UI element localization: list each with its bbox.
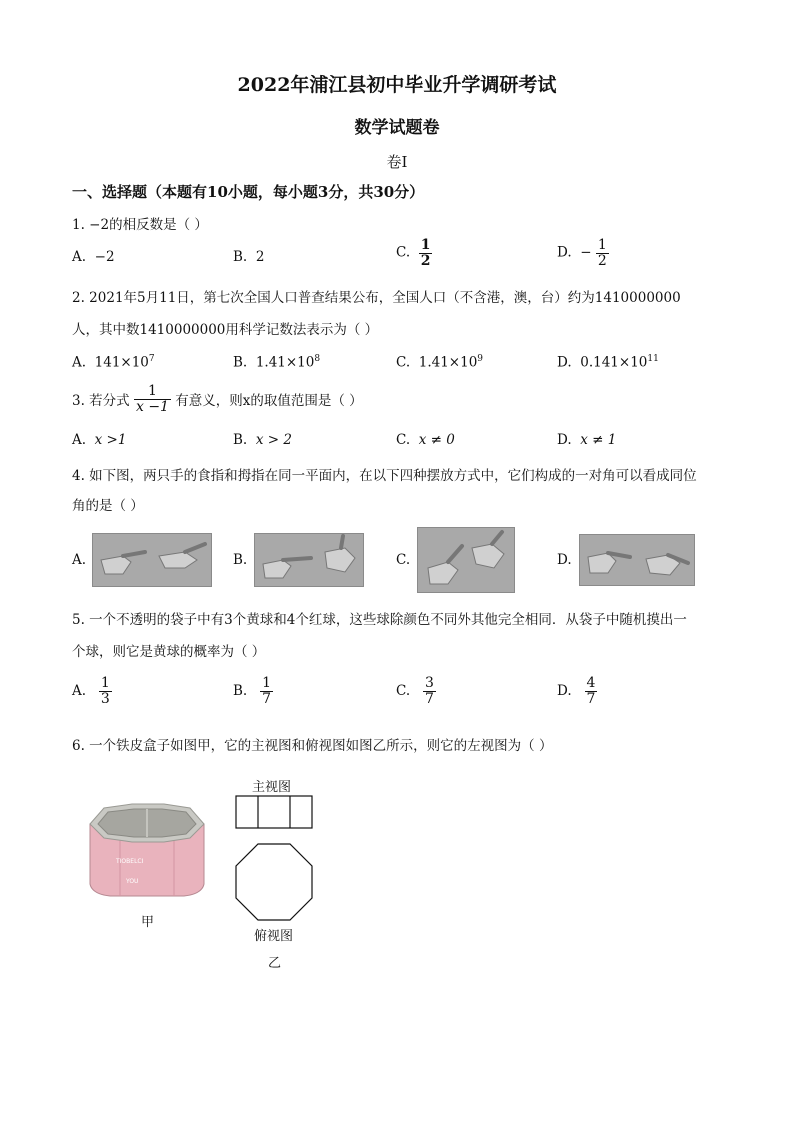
- fraction: [596, 238, 609, 268]
- hands-gesture-icon: [93, 534, 211, 586]
- numerator: 1: [134, 384, 171, 400]
- option-label: D.: [557, 354, 572, 371]
- q3-option-d: [557, 432, 616, 448]
- figure-jia-label: 甲: [141, 915, 155, 930]
- exponent: 7: [148, 354, 155, 364]
- option-label: A.: [72, 354, 87, 371]
- volume-label: 卷Ⅰ: [386, 153, 408, 171]
- q2-option-c: [396, 354, 483, 371]
- minus-sign: −: [580, 244, 592, 261]
- q2-option-d: [557, 354, 659, 371]
- option-label: A.: [72, 249, 87, 265]
- fraction: [134, 384, 171, 414]
- q2-option-a: [72, 354, 155, 371]
- option-label: A.: [72, 432, 87, 448]
- question-1-stem: 1. −2的相反数是（ ）: [72, 217, 208, 233]
- box-print-text-1: TIOBELCI: [116, 858, 144, 865]
- denominator: 7: [425, 690, 434, 707]
- question-2-line-2: 人，其中数1410000000用科学记数法表示为（ ）: [72, 322, 379, 338]
- hands-photo-b: [254, 533, 364, 587]
- denominator: 3: [100, 690, 110, 707]
- q5-option-a: [72, 676, 112, 706]
- fraction: [585, 676, 598, 706]
- q4-option-c-label: C.: [396, 552, 411, 568]
- figure-yi-label: 乙: [268, 956, 282, 971]
- exponent: 11: [647, 354, 659, 364]
- option-label: C.: [396, 683, 411, 700]
- tin-box-illustration: [86, 802, 208, 902]
- option-label: C.: [396, 354, 411, 371]
- q5-option-b: [233, 676, 273, 706]
- hands-gesture-icon: [580, 535, 694, 585]
- q1-option-b: [233, 249, 264, 265]
- option-label: A.: [72, 683, 87, 700]
- denominator: 7: [586, 690, 596, 707]
- hands-gesture-icon: [418, 528, 514, 592]
- numerator: 3: [425, 675, 434, 691]
- top-view-octagon: [234, 842, 314, 922]
- option-label: C.: [396, 244, 411, 261]
- question-6-stem: 6. 一个铁皮盒子如图甲，它的主视图和俯视图如图乙所示，则它的左视图为（ ）: [72, 738, 553, 754]
- hands-photo-d: [579, 534, 695, 586]
- hands-gesture-icon: [255, 534, 363, 586]
- option-label: C.: [396, 432, 411, 448]
- front-view-diagram: [235, 795, 313, 829]
- tin-box-photo: [86, 802, 208, 902]
- hands-photo-c: [417, 527, 515, 593]
- stem-suffix: 有意义，则x的取值范围是（ ）: [175, 393, 363, 410]
- option-label: B.: [233, 354, 248, 371]
- option-label: B.: [233, 249, 248, 265]
- q3-option-a: [72, 432, 126, 448]
- fraction: [423, 676, 436, 706]
- box-print-text-2: YOU: [126, 878, 139, 885]
- paper-subtitle: 数学试题卷: [354, 118, 440, 138]
- q1-option-a: [72, 249, 115, 265]
- exam-title: 2022年浦江县初中毕业升学调研考试: [237, 74, 557, 96]
- section-heading: 一、选择题（本题有10小题，每小题3分，共30分）: [72, 183, 425, 201]
- q1-option-d: [557, 238, 609, 268]
- denominator: 2: [597, 252, 607, 269]
- numerator: 1: [262, 675, 272, 691]
- q5-option-c: [396, 676, 436, 706]
- front-view-label: 主视图: [252, 780, 292, 795]
- q2-option-b: [233, 354, 320, 371]
- stem-prefix: 3. 若分式: [72, 393, 130, 410]
- denominator: 2: [420, 252, 431, 269]
- option-label: D.: [557, 244, 572, 261]
- option-label: D.: [557, 683, 572, 700]
- question-4-line-1: 4. 如下图，两只手的食指和拇指在同一平面内，在以下四种摆放方式中，它们构成的一对角可以看成同位: [72, 468, 697, 484]
- exponent: 8: [314, 354, 321, 364]
- question-3-stem: [72, 384, 363, 414]
- option-value: 2: [255, 249, 265, 265]
- option-value: 1.41×10: [418, 354, 478, 371]
- question-2-line-1: 2. 2021年5月11日，第七次全国人口普查结果公布，全国人口（不含港，澳，台）约为1410000000: [72, 290, 681, 306]
- option-value: 1.41×10: [255, 354, 315, 371]
- q4-option-b-label: B.: [233, 552, 248, 568]
- exponent: 9: [477, 354, 484, 364]
- numerator: 1: [100, 675, 110, 691]
- denominator: 7: [262, 690, 272, 707]
- option-label: B.: [233, 683, 248, 700]
- option-label: D.: [557, 432, 572, 448]
- q5-option-d: [557, 676, 597, 706]
- q1-option-c: [396, 238, 432, 268]
- option-value: −2: [94, 249, 115, 265]
- hands-photo-a: [92, 533, 212, 587]
- q4-option-d-label: D.: [557, 552, 572, 568]
- q3-option-b: [233, 432, 292, 448]
- fraction: [260, 676, 273, 706]
- top-view-label: 俯视图: [254, 929, 294, 944]
- numerator: 1: [597, 237, 607, 253]
- numerator: 4: [586, 675, 596, 691]
- option-value: x > 2: [255, 432, 292, 448]
- option-value: x ≠ 0: [418, 432, 455, 448]
- q3-option-c: [396, 432, 455, 448]
- option-value: x ≠ 1: [580, 432, 617, 448]
- denominator: x −1: [135, 398, 169, 415]
- option-value: 141×10: [94, 354, 149, 371]
- numerator: 1: [420, 237, 431, 253]
- option-value: 0.141×10: [580, 354, 648, 371]
- q4-option-a-label: A.: [72, 552, 87, 568]
- question-5-line-1: 5. 一个不透明的袋子中有3个黄球和4个红球，这些球除颜色不同外其他完全相同．从袋子中随机摸出一: [72, 612, 687, 628]
- question-4-line-2: 角的是（ ）: [72, 498, 144, 514]
- fraction: [99, 676, 112, 706]
- option-value: x >1: [94, 432, 127, 448]
- option-label: B.: [233, 432, 248, 448]
- fraction: [419, 238, 433, 268]
- question-5-line-2: 个球，则它是黄球的概率为（ ）: [72, 644, 266, 660]
